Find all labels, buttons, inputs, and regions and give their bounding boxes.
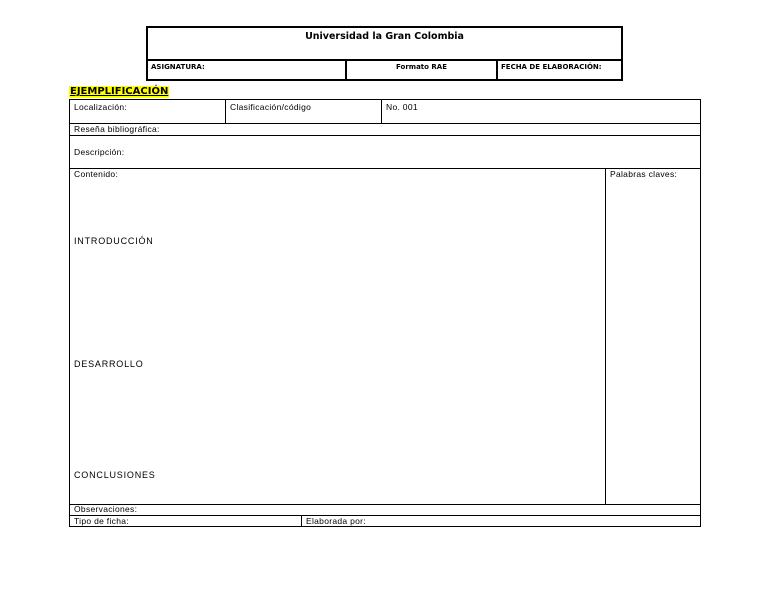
tipo-ficha-field[interactable]: Tipo de ficha: [74,516,129,526]
clasificacion-field[interactable]: Clasificación/código [230,102,312,112]
divider [70,504,700,505]
introduccion-heading: INTRODUCCIÓN [74,236,154,246]
formato-label: Formato RAE [347,61,498,79]
divider [381,100,382,123]
divider [70,123,700,124]
institution-title: Universidad la Gran Colombia [305,31,464,42]
contenido-field[interactable]: Contenido: [74,169,119,179]
divider [225,100,226,123]
descripcion-field[interactable]: Descripción: [74,147,125,157]
divider [301,515,302,527]
divider [70,135,700,136]
conclusiones-heading: CONCLUSIONES [74,470,156,480]
resena-field[interactable]: Reseña bibliográfica: [74,124,160,134]
observaciones-field[interactable]: Observaciones: [74,504,138,514]
divider [70,515,700,516]
desarrollo-heading: DESARROLLO [74,359,144,369]
header-row [148,59,621,79]
divider [605,168,606,504]
localizacion-field[interactable]: Localización: [74,102,128,112]
section-tag: EJEMPLIFICACIÓN [70,86,169,97]
numero-field[interactable]: No. 001 [386,102,418,112]
rae-form [69,99,701,527]
header-table [146,26,623,81]
elaborada-por-field[interactable]: Elaborada por: [306,516,366,526]
fecha-elaboracion-field[interactable]: FECHA DE ELABORACIÓN: [501,63,602,71]
palabras-claves-field[interactable]: Palabras claves: [610,169,678,179]
asignatura-field[interactable]: ASIGNATURA: [148,61,347,79]
